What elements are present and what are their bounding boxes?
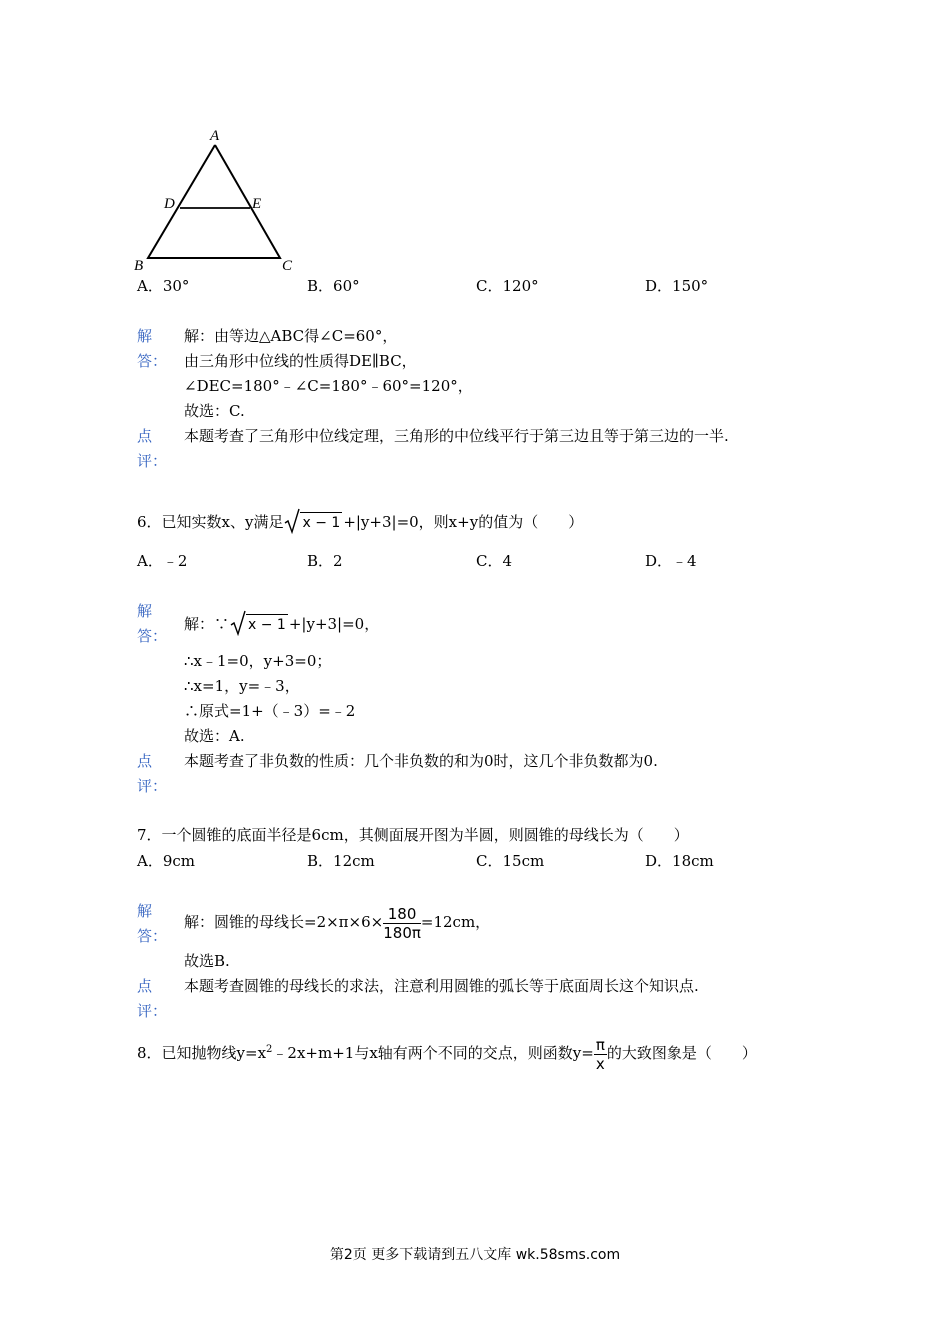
q7-solution-first xyxy=(184,904,490,942)
q7-review-tag-2: 评： xyxy=(137,1002,168,1020)
q7-option-a: A．9cm xyxy=(137,852,196,870)
q6-solution-line-1: ∴x﹣1=0，y+3=0； xyxy=(184,652,332,670)
q8-sup: 2 xyxy=(266,1044,273,1055)
q7-solution-tag-2: 答： xyxy=(137,927,168,945)
q8-stem-b: ﹣2x+m+1与x轴有两个不同的交点，则函数y= xyxy=(272,1044,594,1062)
q6-review: 本题考查了非负数的性质：几个非负数的和为0时，这几个非负数都为0. xyxy=(184,752,658,770)
q6-sol-radicand: x − 1 xyxy=(246,614,288,635)
label-c: C xyxy=(282,258,293,274)
q7-frac-num: 180 xyxy=(383,905,421,924)
q6-radical xyxy=(284,512,342,533)
q5-solution-tag-2: 答： xyxy=(137,352,168,370)
q6-sol-suffix: +|y+3|=0， xyxy=(288,615,380,633)
q5-option-a: A．30° xyxy=(137,277,190,295)
q7-option-d: D．18cm xyxy=(645,852,714,870)
q7-sol-prefix: 解：圆锥的母线长=2×π×6× xyxy=(184,913,384,931)
q8-frac-den: x xyxy=(595,1054,605,1073)
q5-solution-line-2: 由三角形中位线的性质得DE∥BC， xyxy=(184,352,417,370)
label-d: D xyxy=(164,196,175,212)
q6-solution-tag-1: 解 xyxy=(137,602,153,620)
q6-solution-first xyxy=(184,614,379,635)
q7-fraction xyxy=(383,905,421,942)
q6-solution-line-3: ∴原式=1+（﹣3）=﹣2 xyxy=(184,702,356,720)
q6-review-tag-2: 评： xyxy=(137,777,168,795)
q5-review: 本题考查了三角形中位线定理，三角形的中位线平行于第三边且等于第三边的一半. xyxy=(184,427,729,445)
label-b: B xyxy=(134,258,144,274)
q6-review-tag-1: 点 xyxy=(137,752,153,770)
q7-option-b: B．12cm xyxy=(307,852,375,870)
q7-review-tag-1: 点 xyxy=(137,977,153,995)
q6-stem-after: +|y+3|=0，则x+y的值为（ ） xyxy=(343,513,584,531)
q5-review-tag-1: 点 xyxy=(137,427,153,445)
q8-stem-c: 的大致图象是（ ） xyxy=(606,1044,757,1062)
q5-solution-tag-1: 解 xyxy=(137,327,153,345)
q8-stem-a: 8．已知抛物线y=x xyxy=(137,1044,267,1062)
q6-solution-line-4: 故选：A. xyxy=(184,727,245,745)
q6-radicand: x − 1 xyxy=(300,512,342,533)
q8-stem xyxy=(137,1032,757,1073)
q7-frac-den: 180π xyxy=(383,923,421,942)
q6-stem xyxy=(137,512,583,533)
q7-review: 本题考查圆锥的母线长的求法，注意利用圆锥的弧长等于底面周长这个知识点. xyxy=(184,977,699,995)
q6-option-a: A．﹣2 xyxy=(137,552,188,570)
q5-option-b: B．60° xyxy=(307,277,360,295)
q6-solution-line-2: ∴x=1，y=﹣3， xyxy=(184,677,300,695)
q6-sol-radical xyxy=(230,614,288,635)
label-e: E xyxy=(252,196,262,212)
q5-review-tag-2: 评： xyxy=(137,452,168,470)
q7-option-c: C．15cm xyxy=(476,852,545,870)
q5-solution-line-3: ∠DEC=180°﹣∠C=180°﹣60°=120°， xyxy=(184,377,473,395)
q5-solution-line-4: 故选：C. xyxy=(184,402,245,420)
label-a: A xyxy=(210,128,220,144)
q6-solution-tag-2: 答： xyxy=(137,627,168,645)
q7-solution-tag-1: 解 xyxy=(137,902,153,920)
q8-frac-num: π xyxy=(595,1035,605,1054)
q5-solution-line-1: 解：由等边△ABC得∠C=60°， xyxy=(184,327,398,345)
q6-sol-prefix: 解：∵ xyxy=(184,615,230,633)
q6-option-d: D．﹣4 xyxy=(645,552,697,570)
q6-option-c: C．4 xyxy=(476,552,513,570)
radical-sign-icon xyxy=(284,508,300,534)
page-footer: 第2页 更多下载请到五八文库 wk.58sms.com xyxy=(329,1247,621,1263)
q6-option-b: B．2 xyxy=(307,552,343,570)
q7-solution-line-2: 故选B. xyxy=(184,952,230,970)
q7-sol-suffix: =12cm， xyxy=(420,913,491,931)
radical-sign-icon xyxy=(230,610,246,636)
q5-option-c: C．120° xyxy=(476,277,539,295)
q8-fraction xyxy=(594,1036,607,1073)
triangle-figure xyxy=(130,120,310,280)
q7-stem: 7．一个圆锥的底面半径是6cm，其侧面展开图为半圆，则圆锥的母线长为（ ） xyxy=(137,826,689,844)
q6-stem-before: 6．已知实数x、y满足 xyxy=(137,513,284,531)
q5-option-d: D．150° xyxy=(645,277,709,295)
